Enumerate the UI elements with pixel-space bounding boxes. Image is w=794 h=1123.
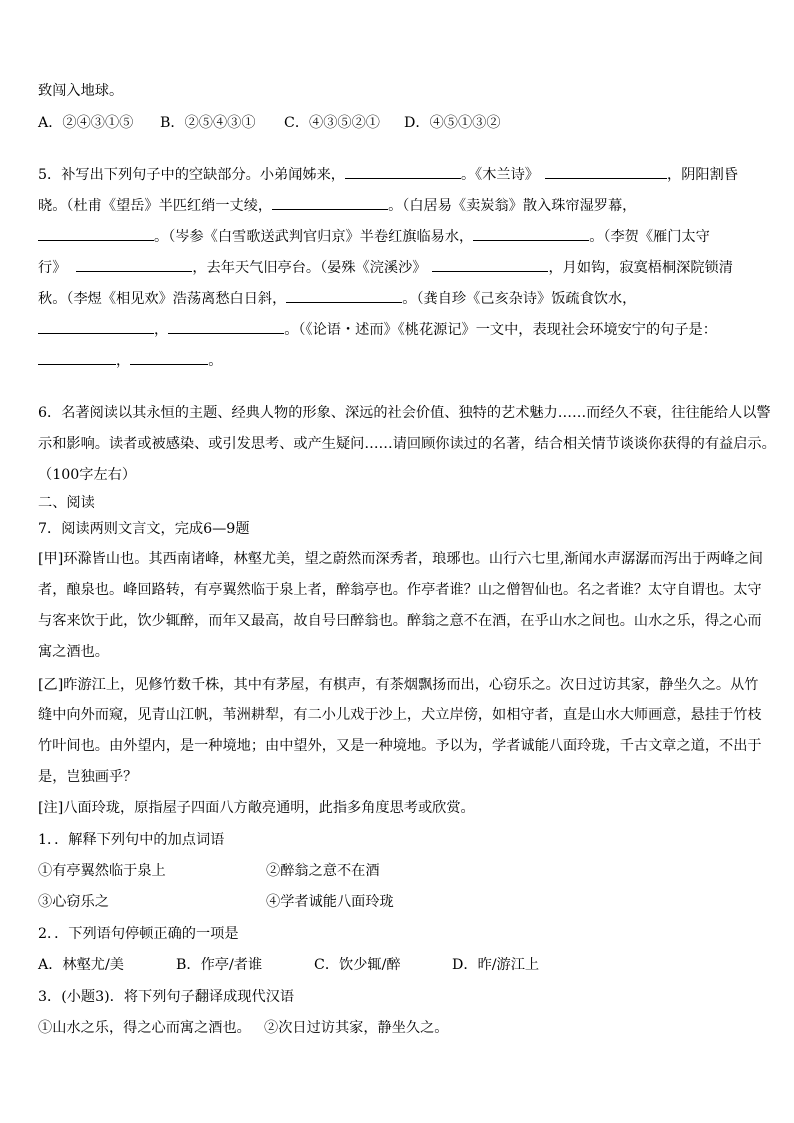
q4-option-c: C．④③⑤②① [284,115,380,131]
q6-line-1: 6．名著阅读以其永恒的主题、经典人物的形象、深远的社会价值、独特的艺术魅力……而经久不衰，往往能给人以警 [38,405,771,421]
passage-jia-line: 寓之酒也。 [38,644,109,660]
q5-text: 。（龚自珍《己亥杂诗》饭疏食饮水， [402,291,637,307]
q6-line-3: （100字左右） [38,467,137,483]
q5-line-1 [38,166,738,184]
q5-line-3 [38,228,710,246]
answer-blank[interactable] [38,321,154,334]
answer-blank[interactable] [545,166,667,179]
q5-text: ， [116,353,131,369]
q5-text: ，月如钩，寂寞梧桐深院锁清 [548,260,733,276]
answer-blank[interactable] [76,259,192,272]
q5-text: ，去年天气旧亭台。（晏殊《浣溪沙》 [192,260,427,276]
sub2-options [38,956,539,974]
answer-blank[interactable] [38,228,154,241]
sub2-title: 2．．下列语句停顿正确的一项是 [38,926,239,942]
sub2-option-c: C．饮少辄/醉 [314,957,401,973]
q5-text: 5．补写出下列句子中的空缺部分。小弟闻姊来， [38,167,345,183]
q5-text: 晓。（杜甫《望岳》半匹红绡一丈绫， [38,198,273,214]
answer-blank[interactable] [130,352,208,365]
q5-text: 。（李贺《雁门太守 [589,229,710,245]
sub2-option-b: B．作亭/者谁 [176,957,263,973]
q5-line-4 [38,259,733,277]
q5-text: ， [154,322,169,338]
q6-line-2: 示和影响。读者或被感染、或引发思考、或产生疑问……请回顾你读过的名著，结合相关情节谈谈你获得的有益启示。 [38,436,776,452]
passage-yi-line: 是，岂独画乎？ [38,769,138,785]
q5-text: 。（岑参《白雪歌送武判官归京》半卷红旗临易水， [154,229,474,245]
q4-option-b: B．②⑤④③① [160,115,256,131]
sub1-item: ④学者诚能八面玲珑 [266,894,394,910]
q5-text: 。（白居易《卖炭翁》散入珠帘湿罗幕， [388,198,637,214]
passage-note: [注]八面玲珑，原指屋子四面八方敞亮通明，此指多角度思考或欣赏。 [38,800,475,816]
sub2-option-a: A．林壑尤/美 [38,957,124,973]
sub1-row-2 [38,893,394,911]
passage-jia-line: 者，酿泉也。峰回路转，有亭翼然临于泉上者，醉翁亭也。作亭者谁？山之僧智仙也。名之者谁？太守自谓也。太守 [38,582,762,598]
q4-option-d: D．④⑤①③② [404,115,501,131]
q5-line-2 [38,197,636,215]
sub1-item: ①有亭翼然临于泉上 [38,863,166,879]
sub2-option-d: D．昨/游江上 [452,957,540,973]
q4-option-a: A．②④③①⑤ [38,115,134,131]
q5-line-7 [38,352,222,370]
passage-yi-line: [乙]昨游江上，见修竹数千株，其中有茅屋，有棋声，有茶烟飘扬而出，心窃乐之。次日过访其家，静坐久之。从竹 [38,677,759,693]
sub3-items [38,1019,448,1037]
q4-tail: 致闯入地球。 [38,83,124,99]
sub3-title: 3．(小题3)．将下列句子翻译成现代汉语 [38,989,295,1005]
section-heading: 二、阅读 [38,495,95,511]
answer-blank[interactable] [272,197,388,210]
q7-title: 7．阅读两则文言文，完成6—9题 [38,521,250,537]
answer-blank[interactable] [286,290,402,303]
sub1-item: ②醉翁之意不在酒 [266,863,380,879]
q5-text: 。 [208,353,223,369]
q5-line-5 [38,290,636,308]
answer-blank[interactable] [38,352,116,365]
q5-text: 。（《论语・述而》《桃花源记》一文中，表现社会环境安宁的句子是： [284,322,717,338]
answer-blank[interactable] [345,166,461,179]
passage-jia-line: [甲]环滁皆山也。其西南诸峰，林壑尤美，望之蔚然而深秀者，琅琊也。山行六七里,渐闻水声潺潺而泻出于两峰之间 [38,551,763,567]
q5-text: ，阴阳割昏 [667,167,738,183]
answer-blank[interactable] [473,228,589,241]
q5-text: 。《木兰诗》 [460,167,539,183]
sub1-row-1 [38,862,380,880]
passage-yi-line: 竹叶间也。由外望内，是一种境地；由中望外，又是一种境地。予以为，学者诚能八面玲珑，千古文章之道，不出于 [38,738,762,754]
passage-yi-line: 缝中向外而窥，见青山江帆，苇洲耕犁，有二小儿戏于沙上，犬立岸傍，如相守者，直是山水大师画意，悬挂于竹枝 [38,707,762,723]
sub1-title: 1．．解释下列句中的加点词语 [38,832,225,848]
sub3-item: ②次日过访其家，静坐久之。 [264,1020,449,1036]
sub1-item: ③心窃乐之 [38,894,109,910]
sub3-item: ①山水之乐，得之心而寓之酒也。 [38,1020,251,1036]
q5-text: 行》 [38,260,67,276]
answer-blank[interactable] [432,259,548,272]
q4-options [38,114,501,132]
answer-blank[interactable] [168,321,284,334]
q5-text: 秋。（李煜《相见欢》浩荡离愁白日斜， [38,291,287,307]
q5-line-6 [38,321,717,339]
passage-jia-line: 与客来饮于此，饮少辄醉，而年又最高，故自号曰醉翁也。醉翁之意不在酒，在乎山水之间也。山水之乐，得之心而 [38,613,762,629]
